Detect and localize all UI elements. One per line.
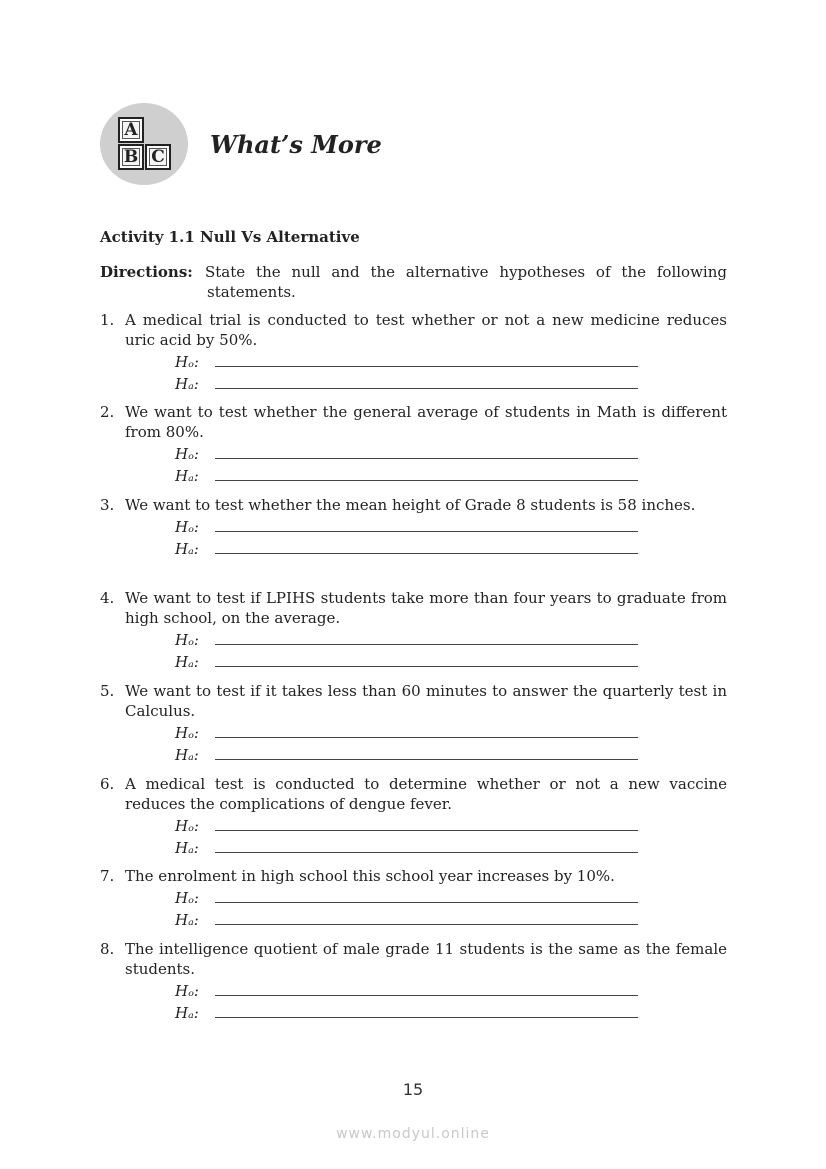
question-number: 4. xyxy=(100,589,115,607)
abc-blocks-logo xyxy=(100,103,188,185)
alt-hypothesis-row xyxy=(175,743,727,765)
question-number: 6. xyxy=(100,775,115,793)
alt-hypothesis-row xyxy=(175,650,727,672)
question-number: 3. xyxy=(100,496,115,514)
alt-hypothesis-row xyxy=(175,537,727,559)
logo-block-a: A xyxy=(118,117,144,143)
null-hypothesis-answer-line[interactable] xyxy=(215,458,638,459)
question-item xyxy=(100,774,727,858)
alt-hypothesis-label: Hₐ: xyxy=(175,375,199,393)
null-hypothesis-label: Hₒ: xyxy=(175,724,199,742)
null-hypothesis-row xyxy=(175,886,727,908)
null-hypothesis-answer-line[interactable] xyxy=(215,995,638,996)
alt-hypothesis-label: Hₐ: xyxy=(175,653,199,671)
null-hypothesis-row xyxy=(175,350,727,372)
null-hypothesis-label: Hₒ: xyxy=(175,518,199,536)
null-hypothesis-row xyxy=(175,814,727,836)
question-item xyxy=(100,495,727,559)
null-hypothesis-row xyxy=(175,979,727,1001)
logo-block-b: B xyxy=(118,144,144,170)
alt-hypothesis-label: Hₐ: xyxy=(175,467,199,485)
watermark: www.modyul.online xyxy=(336,1126,490,1142)
logo-block-c: C xyxy=(145,144,171,170)
question-text: A medical trial is conducted to test whether or not a new medicine reduces uric acid by 50%. xyxy=(125,311,727,349)
question-text: A medical test is conducted to determine whether or not a new vaccine reduces the complications of dengue fever. xyxy=(125,775,727,813)
question-text: We want to test whether the general average of students in Math is different from 80%. xyxy=(125,403,727,441)
question-text: We want to test if LPIHS students take more than four years to graduate from high school, on the average. xyxy=(125,589,727,627)
alt-hypothesis-row xyxy=(175,908,727,930)
null-hypothesis-answer-line[interactable] xyxy=(215,644,638,645)
null-hypothesis-row xyxy=(175,628,727,650)
alt-hypothesis-answer-line[interactable] xyxy=(215,759,638,760)
alt-hypothesis-answer-line[interactable] xyxy=(215,1017,638,1018)
directions-text-line1: State the null and the alternative hypotheses of the following xyxy=(205,263,727,281)
directions-text-line2: statements. xyxy=(207,283,296,301)
directions xyxy=(100,262,727,302)
question-item xyxy=(100,310,727,394)
question-number: 7. xyxy=(100,867,115,885)
question-number: 8. xyxy=(100,940,115,958)
question-item xyxy=(100,681,727,765)
null-hypothesis-label: Hₒ: xyxy=(175,445,199,463)
question-text: We want to test whether the mean height of Grade 8 students is 58 inches. xyxy=(125,496,696,514)
null-hypothesis-label: Hₒ: xyxy=(175,631,199,649)
null-hypothesis-row xyxy=(175,515,727,537)
question-item xyxy=(100,866,727,930)
alt-hypothesis-answer-line[interactable] xyxy=(215,852,638,853)
alt-hypothesis-label: Hₐ: xyxy=(175,1004,199,1022)
question-number: 5. xyxy=(100,682,115,700)
alt-hypothesis-answer-line[interactable] xyxy=(215,924,638,925)
directions-label: Directions: xyxy=(100,263,193,281)
null-hypothesis-label: Hₒ: xyxy=(175,817,199,835)
alt-hypothesis-label: Hₐ: xyxy=(175,911,199,929)
question-number: 2. xyxy=(100,403,115,421)
alt-hypothesis-label: Hₐ: xyxy=(175,540,199,558)
null-hypothesis-answer-line[interactable] xyxy=(215,366,638,367)
null-hypothesis-answer-line[interactable] xyxy=(215,531,638,532)
question-item xyxy=(100,402,727,486)
alt-hypothesis-row xyxy=(175,464,727,486)
null-hypothesis-answer-line[interactable] xyxy=(215,902,638,903)
question-item xyxy=(100,939,727,1023)
null-hypothesis-label: Hₒ: xyxy=(175,353,199,371)
question-text: We want to test if it takes less than 60 minutes to answer the quarterly test in Calculus. xyxy=(125,682,727,720)
alt-hypothesis-label: Hₐ: xyxy=(175,839,199,857)
question-text: The intelligence quotient of male grade 11 students is the same as the female students. xyxy=(125,940,727,978)
alt-hypothesis-answer-line[interactable] xyxy=(215,666,638,667)
alt-hypothesis-answer-line[interactable] xyxy=(215,480,638,481)
alt-hypothesis-answer-line[interactable] xyxy=(215,388,638,389)
alt-hypothesis-row xyxy=(175,1001,727,1023)
null-hypothesis-label: Hₒ: xyxy=(175,982,199,1000)
alt-hypothesis-row xyxy=(175,836,727,858)
null-hypothesis-label: Hₒ: xyxy=(175,889,199,907)
section-title: What’s More xyxy=(210,130,382,159)
activity-title: Activity 1.1 Null Vs Alternative xyxy=(100,228,360,246)
null-hypothesis-row xyxy=(175,721,727,743)
page-number: 15 xyxy=(402,1080,424,1099)
question-number: 1. xyxy=(100,311,115,329)
question-item xyxy=(100,588,727,672)
alt-hypothesis-answer-line[interactable] xyxy=(215,553,638,554)
alt-hypothesis-label: Hₐ: xyxy=(175,746,199,764)
null-hypothesis-answer-line[interactable] xyxy=(215,737,638,738)
null-hypothesis-answer-line[interactable] xyxy=(215,830,638,831)
alt-hypothesis-row xyxy=(175,372,727,394)
question-text: The enrolment in high school this school year increases by 10%. xyxy=(125,867,615,885)
null-hypothesis-row xyxy=(175,442,727,464)
